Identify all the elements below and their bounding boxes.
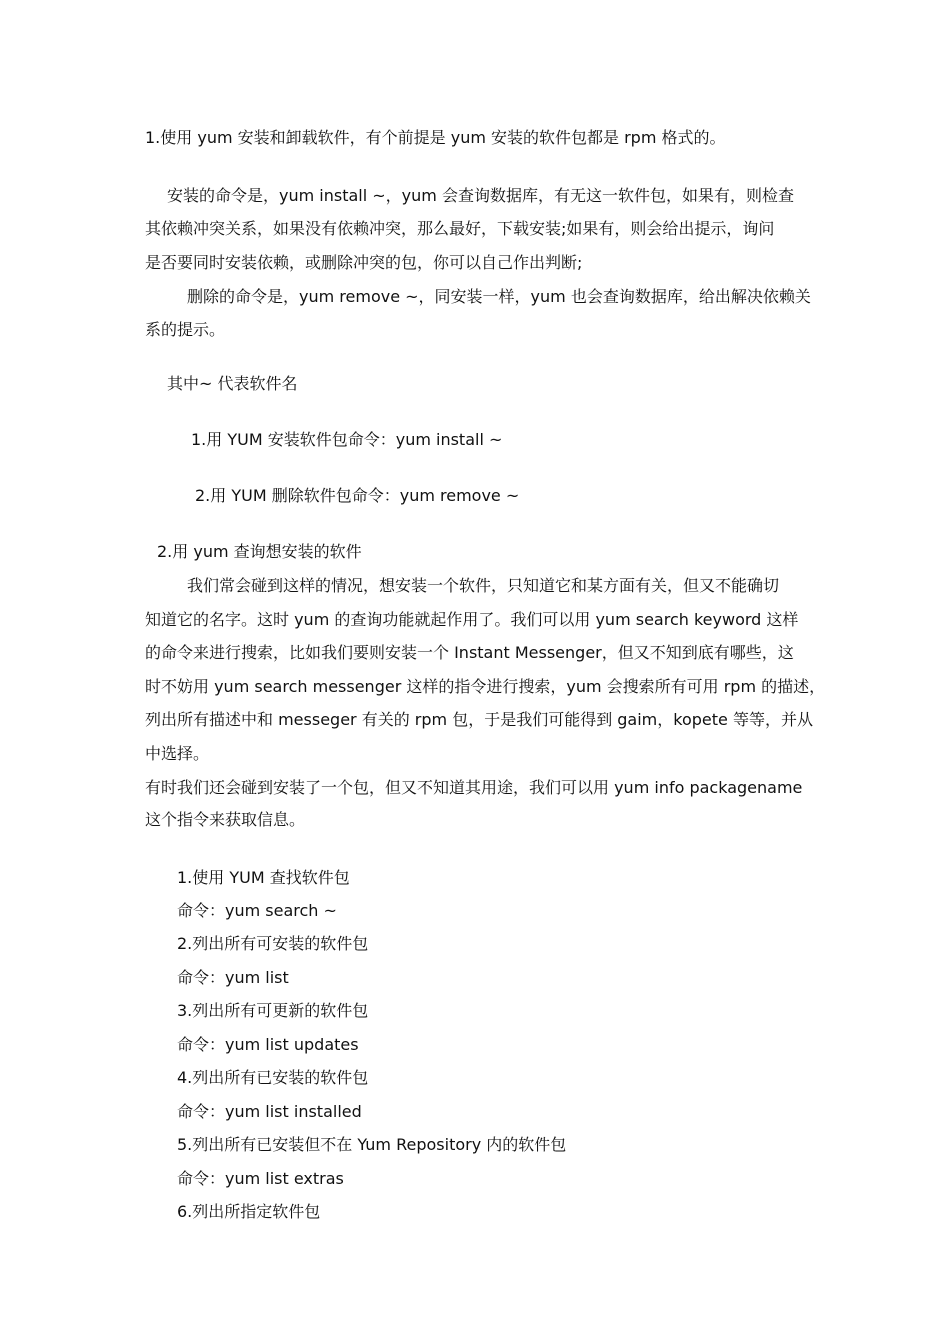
list-item: 4.列出所有已安装的软件包 xyxy=(177,1068,369,1087)
install-command-line: 1.用 YUM 安装软件包命令：yum install ~ xyxy=(191,430,503,449)
search-paragraph-line: 列出所有描述中和 messeger 有关的 rpm 包，于是我们可能得到 gaim，kopete 等等，并从 xyxy=(145,710,813,729)
search-paragraph-line: 时不妨用 yum search messenger 这样的指令进行搜索，yum 会搜索所有可用 rpm 的描述， xyxy=(145,677,826,696)
install-paragraph-line: 其依赖冲突关系，如果没有依赖冲突，那么最好，下载安装;如果有，则会给出提示，询问 xyxy=(145,219,775,238)
search-paragraph-line: 我们常会碰到这样的情况，想安装一个软件，只知道它和某方面有关，但又不能确切 xyxy=(187,576,780,595)
list-item: 6.列出所指定软件包 xyxy=(177,1202,321,1221)
remove-paragraph-line: 系的提示。 xyxy=(145,320,226,339)
list-item: 3.列出所有可更新的软件包 xyxy=(177,1001,369,1020)
info-paragraph-line: 有时我们还会碰到安装了一个包，但又不知道其用途，我们可以用 yum info packagename xyxy=(145,778,803,797)
search-paragraph-line: 的命令来进行搜索，比如我们要则安装一个 Instant Messenger，但又不知到底有哪些，这 xyxy=(145,643,794,662)
list-item: 命令：yum list installed xyxy=(177,1102,362,1121)
list-item: 命令：yum search ~ xyxy=(177,901,337,920)
search-heading: 2.用 yum 查询想安装的软件 xyxy=(157,542,362,561)
list-item: 5.列出所有已安装但不在 Yum Repository 内的软件包 xyxy=(177,1135,567,1154)
install-paragraph-line: 是否要同时安装依赖，或删除冲突的包，你可以自己作出判断; xyxy=(145,253,583,272)
remove-paragraph-line: 删除的命令是，yum remove ~，同安装一样，yum 也会查询数据库，给出解决依赖关 xyxy=(187,287,811,306)
install-paragraph-line: 安装的命令是，yum install ~，yum 会查询数据库，有无这一软件包，如果有，则检查 xyxy=(167,186,794,205)
list-item: 命令：yum list extras xyxy=(177,1169,344,1188)
list-item: 1.使用 YUM 查找软件包 xyxy=(177,868,350,887)
list-item: 命令：yum list xyxy=(177,968,289,987)
search-paragraph-line: 中选择。 xyxy=(145,744,210,763)
tilde-note: 其中~ 代表软件名 xyxy=(167,374,298,393)
intro-heading: 1.使用 yum 安装和卸载软件，有个前提是 yum 安装的软件包都是 rpm 格式的。 xyxy=(145,128,726,147)
list-item: 2.列出所有可安装的软件包 xyxy=(177,934,369,953)
search-paragraph-line: 知道它的名字。这时 yum 的查询功能就起作用了。我们可以用 yum search keyword 这样 xyxy=(145,610,799,629)
info-paragraph-line: 这个指令来获取信息。 xyxy=(145,810,306,829)
remove-command-line: 2.用 YUM 删除软件包命令：yum remove ~ xyxy=(195,486,520,505)
list-item: 命令：yum list updates xyxy=(177,1035,359,1054)
